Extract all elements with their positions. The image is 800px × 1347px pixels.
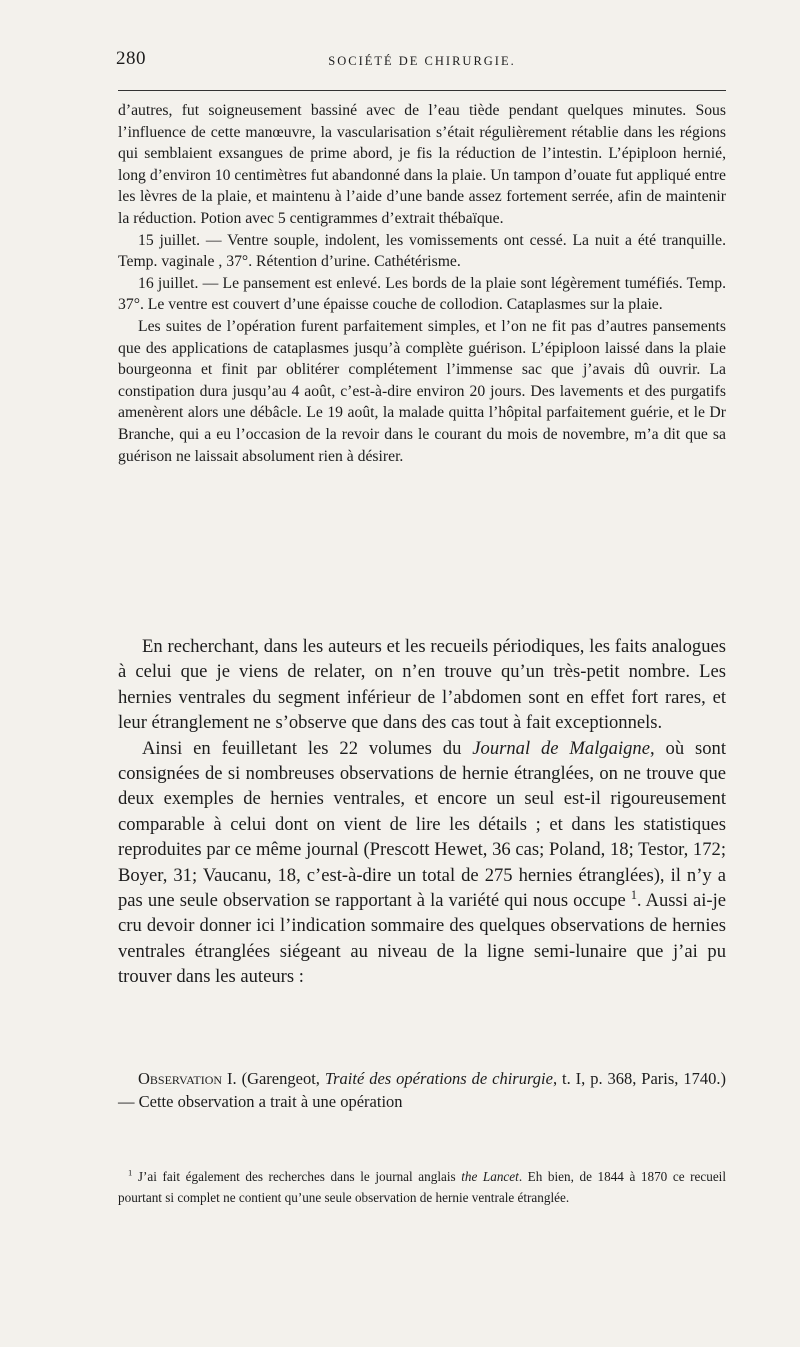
page-number: 280 [116,48,146,69]
footnote: $^1$ J’ai fait également des recherches dans le journal anglais the Lancet. Eh bien, de 1844 à 1870 ce recueil pourtant si complet ne contient qu’une seule observation de hernie ventrale étranglée. [118,1167,727,1205]
case-report-text [118,100,726,467]
paragraph: En recherchant, dans les auteurs et les recueils périodiques, les faits analogues à celui que je viens de relater, on n’en trouve qu’un très-petit nombre. Les hernies ventrales du segment inférieur de l’abdomen sont en effet fort rares, et leur étranglement ne s’observe que dans des cas tout à fait exceptionnels. [118,636,726,734]
discussion-text [118,634,726,990]
paragraph: 16 juillet. — Le pansement est enlevé. Les bords de la plaie sont légèrement tuméfiés. Temp. 37°. Le ventre est couvert d’une épaisse couche de collodion. Cataplasmes sur la plaie. [118,274,726,314]
paragraph: d’autres, fut soigneusement bassiné avec de l’eau tiède pendant quelques minutes. Sous l’influence de cette manœuvre, la vascularisation s’était régulièrement rétablie dans les régions qui semblaient exsangues de prime abord, je fis la réduction de l’intestin. L’épiploon hernié, long d’environ 10 centimètres fut abandonné dans la plaie. Un tampon d’ouate fut appliqué entre les lèvres de la plaie, et maintenu à l’aide d’une bande assez fortement serrée, afin de maintenir la réduction. Potion avec 5 centigrammes d’extrait thébaïque. [118,102,726,227]
observation-label: Observation [138,1069,223,1088]
paragraph: Les suites de l’opération furent parfaitement simples, et l’on ne fit pas d’autres pansements que des applications de cataplasmes jusqu’à complète guérison. L’épiploon laissé dans la plaie bourgeonna et finit par oblitérer complétement l’immense sac que j’avais dû ouvrir. La constipation dura jusqu’au 4 août, c’est-à-dire environ 20 jours. Des lavements et des purgatifs amenèrent alors une débâcle. Le 19 août, la malade quitta l’hôpital parfaitement guérie, et le Dr Branche, qui a eu l’occasion de la revoir dans le courant du mois de novembre, m’a dit que sa guérison ne laissait absolument rien à désirer. [118,317,726,465]
observation-entry [118,1068,726,1113]
footnote-ref: 1 [630,887,637,902]
paragraph: Observation I. (Garengeot, Traité des opérations de chirurgie, t. I, p. 368, Paris, 1740.) — Cette observation a trait à une opération [118,1069,726,1111]
footnotes [118,1166,726,1208]
paragraph: 15 juillet. — Ventre souple, indolent, les vomissements ont cessé. La nuit a été tranquille. Temp. vaginale , 37°. Rétention d’urine. Cathétérisme. [118,231,726,271]
book-title: Traité des opérations de chirurgie [324,1069,553,1088]
journal-title: the Lancet [461,1169,519,1184]
paragraph: Ainsi en feuilletant les 22 volumes du Journal de Malgaigne, où sont consignées de si nombreuses observations de hernie étranglées, on ne trouve que deux exemples de hernies ventrales, et encore un seul est-il rigoureusement comparable à celui dont on vient de lire les détails ; et dans les statistiques reproduites par ce même journal (Prescott Hewet, 36 cas; Poland, 18; Testor, 172; Boyer, 31; Vaucanu, 18, c’est-à-dire un total de 275 hernies étranglées), il n’y a pas une seule observation se rapportant à la variété qui nous occupe $^1$. Aussi ai-je cru devoir donner ici l’indication sommaire des quelques observations de hernies ventrales étranglées siégeant au niveau de la ligne semi-lunaire que j’ai pu trouver dans les auteurs : [118,737,726,988]
page-header [118,48,726,78]
header-rule [118,90,726,91]
journal-title: Journal de Malgaigne [472,737,650,759]
running-title: SOCIÉTÉ DE CHIRURGIE. [328,54,516,68]
